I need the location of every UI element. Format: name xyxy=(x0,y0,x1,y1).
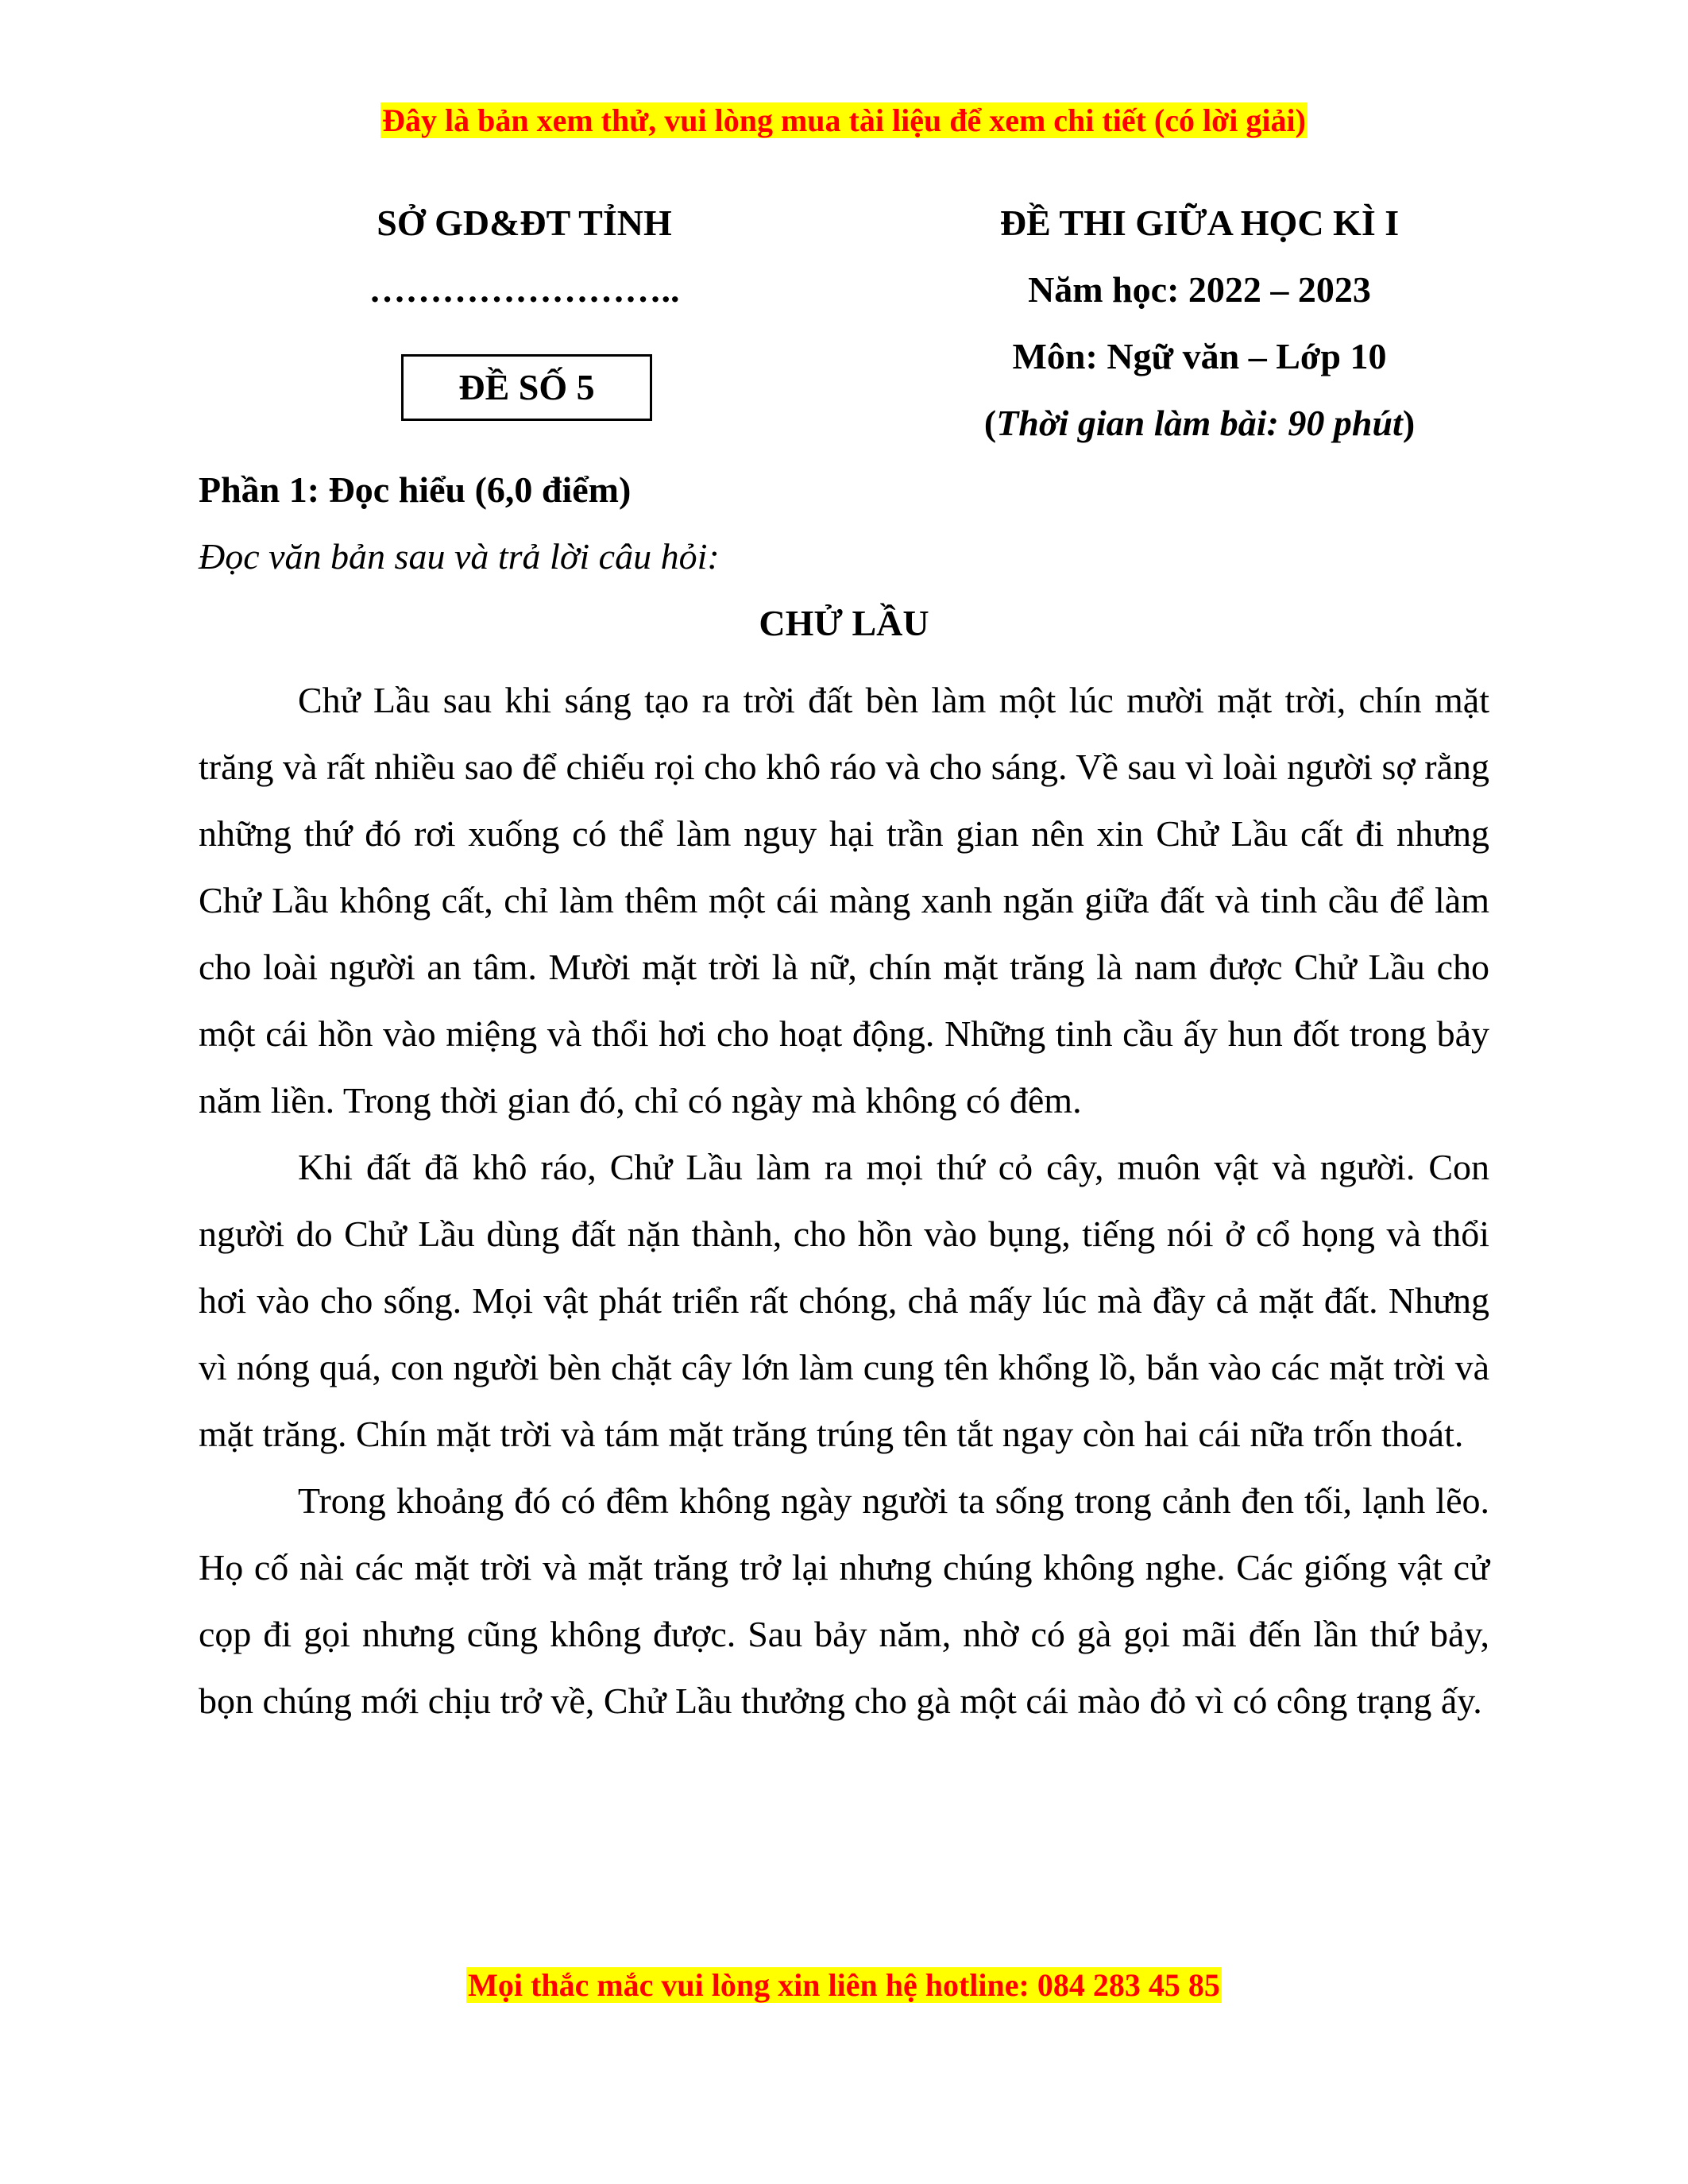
hotline-banner xyxy=(0,1968,1688,2003)
time-open-paren: ( xyxy=(983,403,997,443)
time-close-paren: ) xyxy=(1402,403,1416,443)
preview-notice-banner xyxy=(0,103,1688,138)
reading-instruction: Đọc văn bản sau và trả lời câu hỏi: xyxy=(199,536,720,577)
story-title: CHỬ LẦU xyxy=(759,603,929,643)
story-paragraph: Khi đất đã khô ráo, Chử Lầu làm ra mọi thứ cỏ cây, muôn vật và người. Con người do Chử Lầu dùng đất nặn thành, cho hồn vào bụng, tiếng nói ở cổ họng và thổi hơi vào cho sống. Mọi vật phát triển rất chóng, chả mấy lúc mà đầy cả mặt đất. Nhưng vì nóng quá, con người bèn chặt cây lớn làm cung tên khổng lồ, bắn vào các mặt trời và mặt trăng. Chín mặt trời và tám mặt trăng trúng tên tắt ngay còn hai cái nữa trốn thoát. xyxy=(199,1147,1489,1454)
time-allowed-text: Thời gian làm bài: 90 phút xyxy=(996,403,1403,443)
preview-notice-text: Đây là bản xem thử, vui lòng mua tài liệu để xem chi tiết (có lời giải) xyxy=(382,102,1306,138)
exam-code-box: ĐỀ SỐ 5 xyxy=(401,354,652,421)
section-title: Phần 1: Đọc hiểu (6,0 điểm) xyxy=(199,469,632,510)
header-left-block xyxy=(350,200,699,334)
main-content xyxy=(199,467,1489,1734)
hotline-text: Mọi thắc mắc vui lòng xin liên hệ hotline: 084 283 45 85 xyxy=(468,1967,1220,2003)
department-name: SỞ GD&ĐT TỈNH xyxy=(377,203,672,243)
exam-title: ĐỀ THI GIỮA HỌC KÌ I xyxy=(999,203,1400,243)
header-right-block xyxy=(921,200,1477,467)
school-year: Năm học: 2022 – 2023 xyxy=(1028,269,1371,310)
story-paragraph: Trong khoảng đó có đêm không ngày người ta sống trong cảnh đen tối, lạnh lẽo. Họ cố nài các mặt trời và mặt trăng trở lại nhưng chúng không nghe. Các giống vật cử cọp đi gọi nhưng cũng không được. Sau bảy năm, nhờ có gà gọi mãi đến lần thứ bảy, bọn chúng mới chịu trở về, Chử Lầu thưởng cho gà một cái mào đỏ vì có công trạng ấy. xyxy=(199,1480,1489,1721)
story-paragraph: Chử Lầu sau khi sáng tạo ra trời đất bèn làm một lúc mười mặt trời, chín mặt trăng và rất nhiều sao để chiếu rọi cho khô ráo và cho sáng. Về sau vì loài người sợ rằng những thứ đó rơi xuống có thể làm nguy hại trần gian nên xin Chử Lầu cất đi nhưng Chử Lầu không cất, chỉ làm thêm một cái màng xanh ngăn giữa đất và tinh cầu để làm cho loài người an tâm. Mười mặt trời là nữ, chín mặt trăng là nam được Chử Lầu cho một cái hồn vào miệng và thổi hơi cho hoạt động. Những tinh cầu ấy hun đốt trong bảy năm liền. Trong thời gian đó, chỉ có ngày mà không có đêm. xyxy=(199,680,1489,1121)
department-dots: …………………….. xyxy=(369,269,680,310)
subject-grade: Môn: Ngữ văn – Lớp 10 xyxy=(1012,336,1387,376)
time-allowed xyxy=(921,400,1477,467)
